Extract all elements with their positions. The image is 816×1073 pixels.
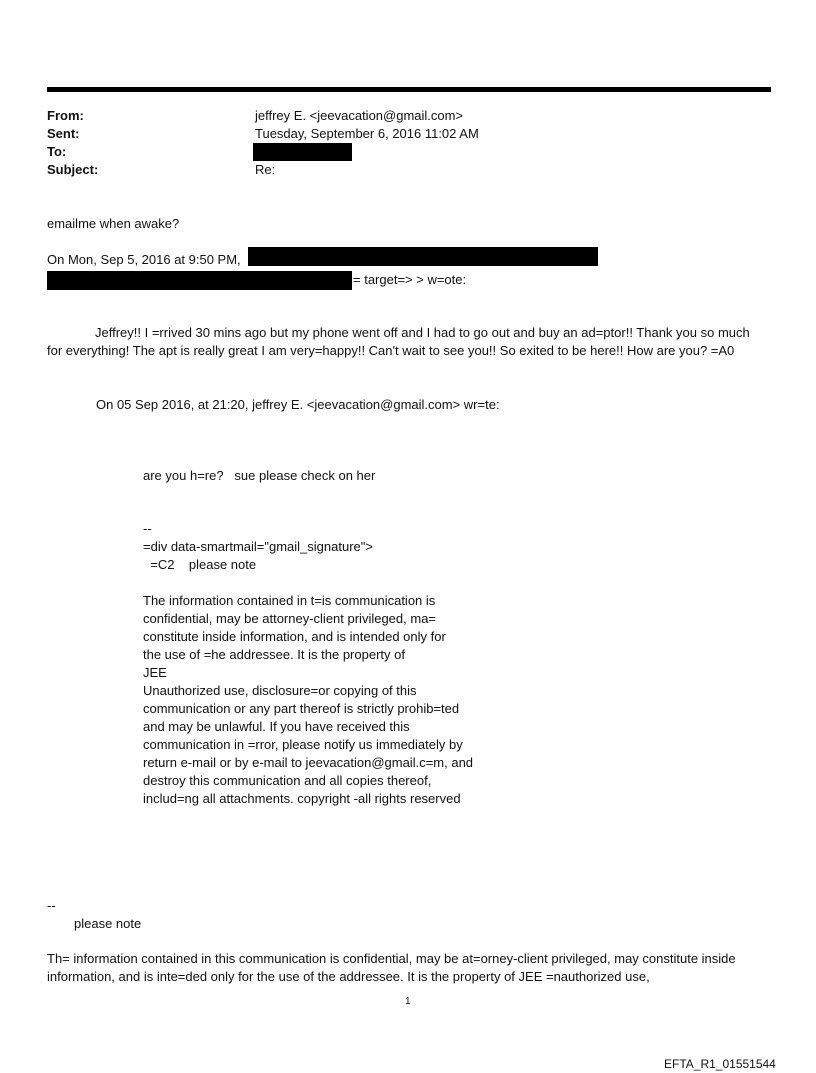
- redaction-box: [253, 143, 352, 161]
- page-number: 1: [405, 996, 411, 1007]
- reply-paragraph: Jeffrey!! I =rrived 30 mins ago but my phone went off and I had to go out and buy an ad=ptor!! Thank you so much for everything! The apt is really great I am very=happy!! Can't wait to see you!! So exited to be here!! How are you? =A0: [47, 325, 750, 358]
- sent-value: Tuesday, September 6, 2016 11:02 AM: [255, 126, 479, 141]
- signature-line: communication or any part thereof is strictly prohib=ted: [143, 701, 460, 716]
- document-id: EFTA_R1_01551544: [664, 1057, 776, 1071]
- quote-intro: On Mon, Sep 5, 2016 at 9:50 PM,: [47, 252, 241, 267]
- subject-label: Subject:: [47, 162, 99, 177]
- signature-line: JEE: [143, 665, 167, 680]
- quote-intro-tail: = target=> > w=ote:: [353, 272, 467, 287]
- signature-line: confidential, may be attorney-client privileged, ma=: [143, 611, 437, 626]
- signature-line: includ=ng all attachments. copyright -all rights reserved: [143, 791, 461, 806]
- sent-label: Sent:: [47, 126, 80, 141]
- signature-line: The information contained in t=is communication is: [143, 593, 436, 608]
- signature-note: please note: [74, 916, 142, 931]
- header-rule: [47, 87, 771, 92]
- signature-line: =div data-smartmail="gmail_signature">: [143, 539, 373, 554]
- signature-block: [143, 520, 473, 808]
- signature-line: and may be unlawful. If you have received this: [143, 719, 410, 734]
- from-label: From:: [47, 108, 84, 123]
- signature-line: =C2 please note: [143, 557, 257, 572]
- quote-intro: On 05 Sep 2016, at 21:20, jeffrey E. <jeevacation@gmail.com> wr=te:: [96, 397, 500, 412]
- signature-line: constitute inside information, and is intended only for: [143, 629, 446, 644]
- signature-line: Unauthorized use, disclosure=or copying of this: [143, 683, 417, 698]
- signature-line: --: [143, 521, 152, 536]
- redaction-box: [47, 271, 352, 290]
- signature-line: communication in =rror, please notify us immediately by: [143, 737, 463, 752]
- signature-line: return e-mail or by e-mail to jeevacation@gmail.c=m, and: [143, 755, 474, 770]
- to-label: To:: [47, 144, 67, 159]
- redaction-box: [248, 247, 598, 266]
- subject-value: Re:: [255, 162, 276, 177]
- from-value: jeffrey E. <jeevacation@gmail.com>: [255, 108, 464, 123]
- disclaimer-paragraph: Th= information contained in this communication is confidential, may be at=orney-client privileged, may constitute inside information, and is inte=ded only for the use of the addressee. It is the property of JEE =nauthorized use,: [47, 951, 736, 984]
- signature-line: [143, 574, 473, 592]
- body-line: emailme when awake?: [47, 216, 180, 231]
- inner-message: are you h=re? sue please check on her: [143, 468, 376, 483]
- signature-separator: --: [47, 898, 56, 913]
- signature-line: destroy this communication and all copies thereof,: [143, 773, 432, 788]
- signature-line: the use of =he addressee. It is the property of: [143, 647, 405, 662]
